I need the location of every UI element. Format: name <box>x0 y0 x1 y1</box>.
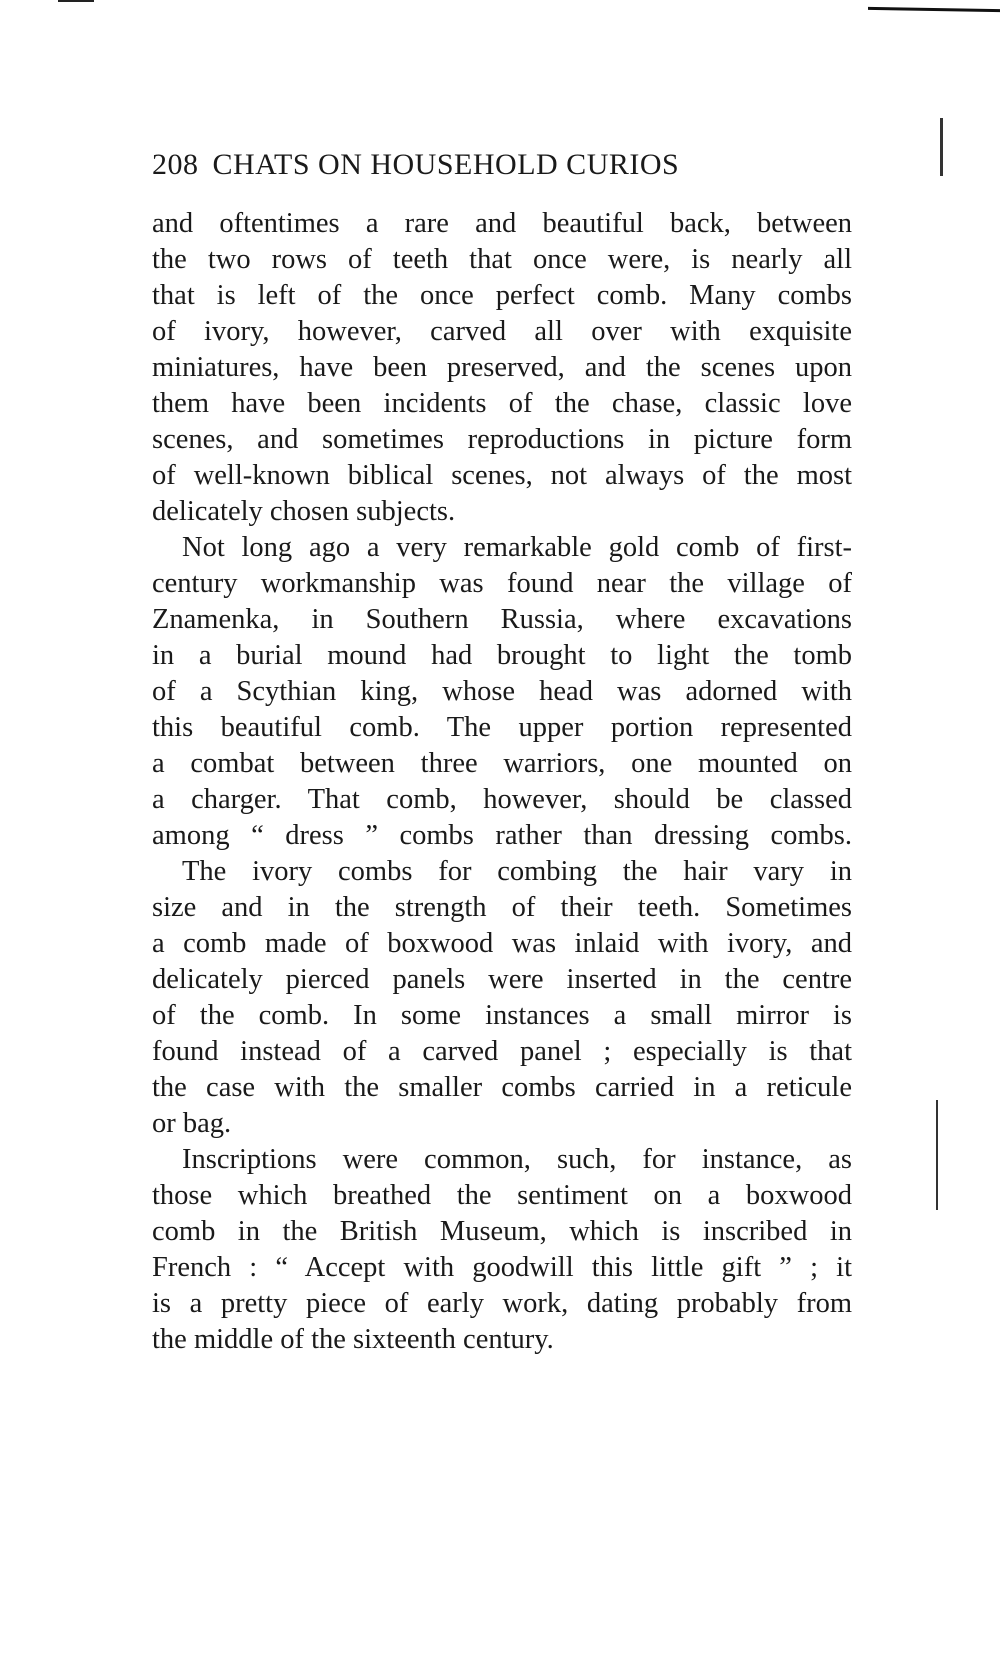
text-line: the middle of the sixteenth century. <box>152 1324 554 1355</box>
text-line: Not long ago a very remarkable gold comb of first- <box>182 532 852 563</box>
text-line: French : “ Accept with goodwill this little gift ” ; it <box>152 1252 852 1283</box>
text-line: delicately chosen subjects. <box>152 496 456 527</box>
text-line: that is left of the once perfect comb. Many combs <box>152 280 852 311</box>
text-line: a charger. That comb, however, should be classed <box>152 784 852 815</box>
text-line: Inscriptions were common, such, for instance, as <box>182 1144 852 1175</box>
running-title: CHATS ON HOUSEHOLD CURIOS <box>212 148 680 181</box>
text-line: or bag. <box>152 1108 232 1139</box>
text-line: them have been incidents of the chase, classic love <box>152 388 852 419</box>
text-line: The ivory combs for combing the hair vary in <box>182 856 852 887</box>
text-line: of well-known biblical scenes, not always of the most <box>152 460 852 491</box>
text-line: comb in the British Museum, which is inscribed in <box>152 1216 852 1247</box>
page-number: 208 <box>152 148 199 181</box>
scan-edge-mark-right-1 <box>940 118 943 176</box>
text-line: the case with the smaller combs carried in a reticule <box>152 1072 852 1103</box>
body-text <box>152 206 852 1358</box>
text-line: in a burial mound had brought to light the tomb <box>152 640 852 671</box>
text-line: scenes, and sometimes reproductions in picture form <box>152 424 852 455</box>
scan-edge-mark-right-2 <box>936 1100 938 1210</box>
running-header <box>152 148 852 182</box>
scan-edge-mark-top-left <box>58 0 94 2</box>
text-line: found instead of a carved panel ; especially is that <box>152 1036 852 1067</box>
text-line: century workmanship was found near the village of <box>152 568 852 599</box>
text-line: those which breathed the sentiment on a boxwood <box>152 1180 852 1211</box>
text-line: is a pretty piece of early work, dating probably from <box>152 1288 852 1319</box>
text-line: size and in the strength of their teeth. Sometimes <box>152 892 852 923</box>
text-line: a combat between three warriors, one mounted on <box>152 748 852 779</box>
text-line: delicately pierced panels were inserted in the centre <box>152 964 852 995</box>
text-line: miniatures, have been preserved, and the scenes upon <box>152 352 852 383</box>
text-line: a comb made of boxwood was inlaid with ivory, and <box>152 928 852 959</box>
text-line: of a Scythian king, whose head was adorned with <box>152 676 852 707</box>
text-line: this beautiful comb. The upper portion represented <box>152 712 852 743</box>
text-line: Znamenka, in Southern Russia, where excavations <box>152 604 852 635</box>
text-line: the two rows of teeth that once were, is nearly all <box>152 244 852 275</box>
text-line: of ivory, however, carved all over with exquisite <box>152 316 852 347</box>
text-line: of the comb. In some instances a small mirror is <box>152 1000 852 1031</box>
scan-edge-mark-top-right <box>868 7 1000 12</box>
text-line: among “ dress ” combs rather than dressing combs. <box>152 820 852 851</box>
text-line: and oftentimes a rare and beautiful back, between <box>152 208 852 239</box>
